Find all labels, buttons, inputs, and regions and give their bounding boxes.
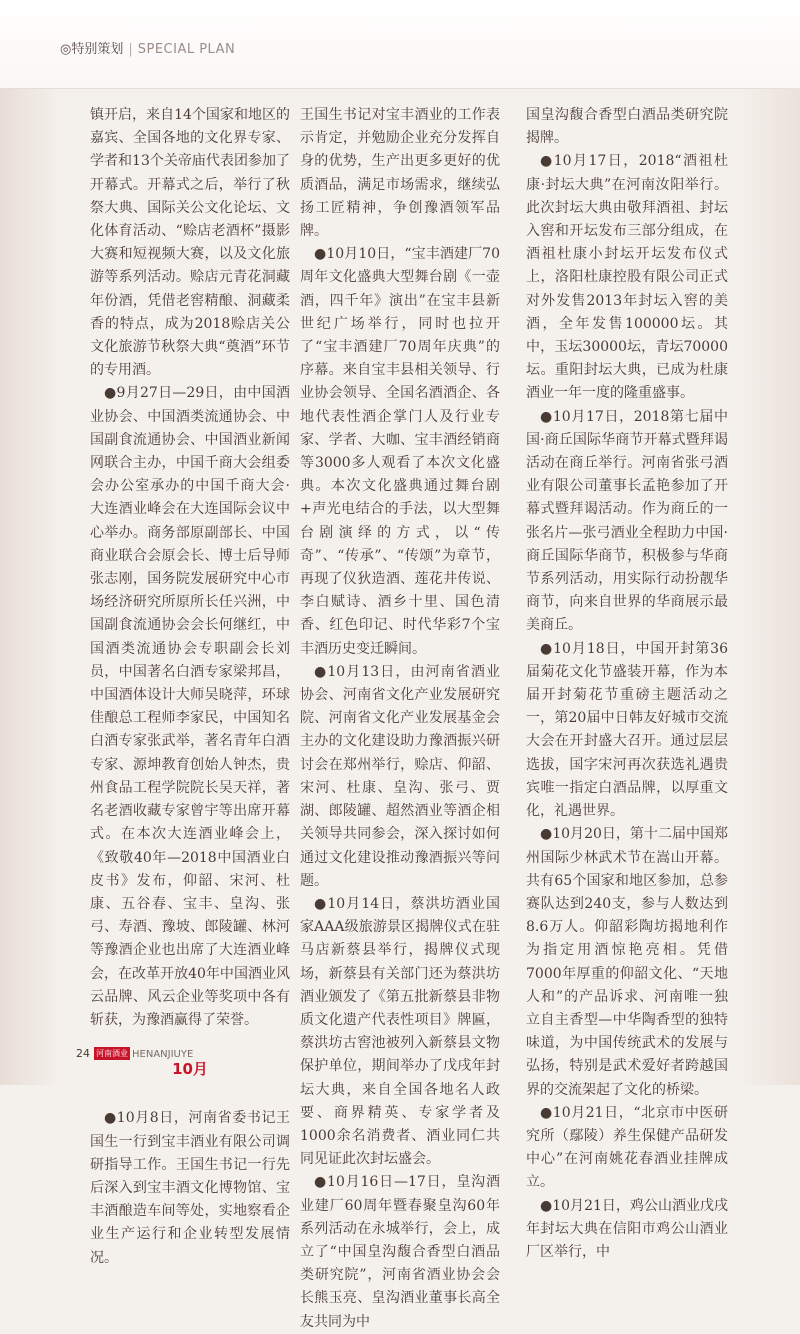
section-title-en: SPECIAL PLAN	[137, 42, 236, 57]
month-heading: 10月	[172, 1060, 208, 1079]
section-tag	[60, 38, 235, 57]
text-column-3	[526, 104, 728, 1264]
article-paragraph: ●10月14日，蔡洪坊酒业国家AAA级旅游景区揭牌仪式在驻马店新蔡县举行，揭牌仪式现场，新蔡县有关部门还为蔡洪坊酒业颁发了《第五批新蔡县非物质文化遗产代表性项目》牌匾，蔡洪坊古窖池被列入新蔡县文物保护单位，期间举办了戊戌年封坛大典，来自全国各地名人政要、商界精英、专家学者及1000余名消费者、酒业同仁共同见证此次封坛盛会。	[300, 895, 500, 1168]
article-paragraph: ●10月21日，“北京市中医研究所（鄢陵）养生保健产品研发中心”在河南姚花春酒业挂牌成立。	[526, 1104, 728, 1191]
article-paragraph: 王国生书记对宝丰酒业的工作表示肯定，并勉励企业充分发挥自身的优势，生产出更多更好的优质酒品，满足市场需求，继续弘扬工匠精神，争创豫酒领军品牌。	[300, 107, 500, 240]
article-paragraph: ●10月18日，中国开封第36届菊花文化节盛装开幕，作为本届开封菊花节重磅主题活动之一，第20届中日韩友好城市交流大会在开封盛大召开。通过层层选拔，国字宋河再次获选礼遇贵宾唯一指定白酒品牌，以厚重文化，礼遇世界。	[526, 640, 728, 820]
text-column-1	[90, 104, 290, 1270]
article-paragraph: ●10月13日，由河南省酒业协会、河南省文化产业发展研究院、河南省文化产业发展基金会主办的文化建设助力豫酒振兴研讨会在郑州举行，赊店、仰韶、宋河、杜康、皇沟、张弓、贾湖、郎陵罐、超然酒业等酒企相关领导共同参会，深入探讨如何通过文化建设推动豫酒振兴等问题。	[300, 663, 500, 889]
article-paragraph: 镇开启，来自14个国家和地区的嘉宾、全国各地的文化界专家、学者和13个关帝庙代表团参加了开幕式。开幕式之后，举行了秋祭大典、国际关公文化论坛、文化体育活动、“赊店老酒杯”摄影大赛和短视频大赛，以及文化旅游等系列活动。赊店元青花洞藏年份酒，凭借老窖精酿、洞藏柔香的特点，成为2018赊店关公文化旅游节秋祭大典“奠酒”环节的专用酒。	[90, 107, 290, 379]
article-paragraph: ●10月17日，2018第七届中国·商丘国际华商节开幕式暨拜谒活动在商丘举行。河南省张弓酒业有限公司董事长孟艳参加了开幕式暨拜谒活动。作为商丘的一张名片—张弓酒业全程助力中国·商丘国际华商节，积极参与华商节系列活动，用实际行动扮靓华商节，向来自世界的华商展示最美商丘。	[526, 408, 728, 634]
article-paragraph: ●10月21日，鸡公山酒业戊戌年封坛大典在信阳市鸡公山酒业厂区举行，中	[526, 1197, 728, 1260]
article-paragraph: ●10月17日，2018“酒祖杜康·封坛大典”在河南汝阳举行。此次封坛大典由敬拜酒祖、封坛入窖和开坛发布三部分组成，在酒祖杜康小封坛开坛发布仪式上，洛阳杜康控股有限公司正式对外发售2013年封坛入窖的美酒，全年发售100000坛。其中，玉坛30000坛，青坛70000坛。重阳封坛大典，已成为杜康酒业一年一度的隆重盛事。	[526, 153, 728, 402]
article-paragraph: ●10月8日，河南省委书记王国生一行到宝丰酒业有限公司调研指导工作。王国生书记一行先后深入到宝丰酒文化博物馆、宝丰酒酿造车间等处，实地察看企业生产运行和企业转型发展情况。	[90, 1110, 290, 1266]
article-paragraph: 国皇沟馥合香型白酒品类研究院揭牌。	[526, 107, 728, 147]
page-number: 24	[76, 1047, 90, 1060]
section-separator: |	[128, 42, 133, 57]
section-title-zh: ◎特别策划	[60, 42, 124, 57]
left-page-shadow	[0, 88, 60, 1085]
article-paragraph: ●10月20日，第十二届中国郑州国际少林武术节在嵩山开幕。共有65个国家和地区参加，总参赛队达到240支，参与人数达到8.6万人。仰韶彩陶坊揭地利作为指定用酒惊艳亮相。凭借7000年厚重的仰韶文化、“天地人和”的产品诉求、河南唯一独立自主香型—中华陶香型的独特味道，为中国传统武术的发展与弘扬，特别是武术爱好者跨越国界的交流架起了文化的桥梁。	[526, 826, 728, 1098]
page-header-band	[0, 0, 800, 89]
magazine-brand-en: HENANJIUYE	[132, 1049, 194, 1060]
article-paragraph: ●9月27日—29日，由中国酒业协会、中国酒类流通协会、中国副食流通协会、中国酒业新闻网联合主办，中国千商大会组委会办公室承办的中国千商大会·大连酒业峰会在大连国际会议中心举办。商务部原副部长、中国商业联合会原会长、博士后导师张志刚，国务院发展研究中心市场经济研究所原所长任兴洲，中国副食流通协会会长何继红，中国酒类流通协会专职副会长刘员，中国著名白酒专家梁邦昌，中国酒体设计大师吴晓萍，环球佳酿总工程师李家民，中国知名白酒专家张武举，著名青年白酒专家、源坤教育创始人钟杰，贵州食品工程学院院长吴天祥，著名老酒收藏专家曾宇等出席开幕式。在本次大连酒业峰会上，《致敬40年—2018中国酒业白皮书》发布，仰韶、宋河、杜康、五谷春、宝丰、皇沟、张弓、寿酒、豫坡、郎陵罐、林河等豫酒企业也出席了大连酒业峰会，在改革开放40年中国酒业风云品牌、风云企业等奖项中各有斩获，为豫酒赢得了荣誉。	[90, 385, 290, 1028]
text-column-2	[300, 104, 500, 1334]
article-paragraph: ●10月16日—17日，皇沟酒业建厂60周年暨春聚皇沟60年系列活动在永城举行，会上，成立了“中国皇沟馥合香型白酒品类研究院”，河南省酒业协会会长熊玉亮、皇沟酒业董事长高全友共同为中	[300, 1174, 500, 1330]
page-footer	[76, 1047, 193, 1060]
magazine-brand-box: 河南酒业	[96, 1049, 128, 1058]
right-page-shadow	[740, 88, 800, 1085]
article-paragraph: ●10月10日，“宝丰酒建厂70周年文化盛典大型舞台剧《一壶酒，四千年》演出”在宝丰县新世纪广场举行，同时也拉开了“宝丰酒建厂70周年庆典”的序幕。来自宝丰县相关领导、行业协会领导、全国名酒酒企、各地代表性酒企掌门人及行业专家、学者、大咖、宝丰酒经销商等3000多人观看了本次文化盛典。本次文化盛典通过舞台剧+声光电结合的手法，以大型舞台剧演绎的方式，以“传奇”、“传承”、“传颂”为章节，再现了仪狄造酒、莲花井传说、李白赋诗、酒乡十里、国色清香、红色印记、时代华彩7个宝丰酒历史变迁瞬间。	[300, 246, 500, 657]
